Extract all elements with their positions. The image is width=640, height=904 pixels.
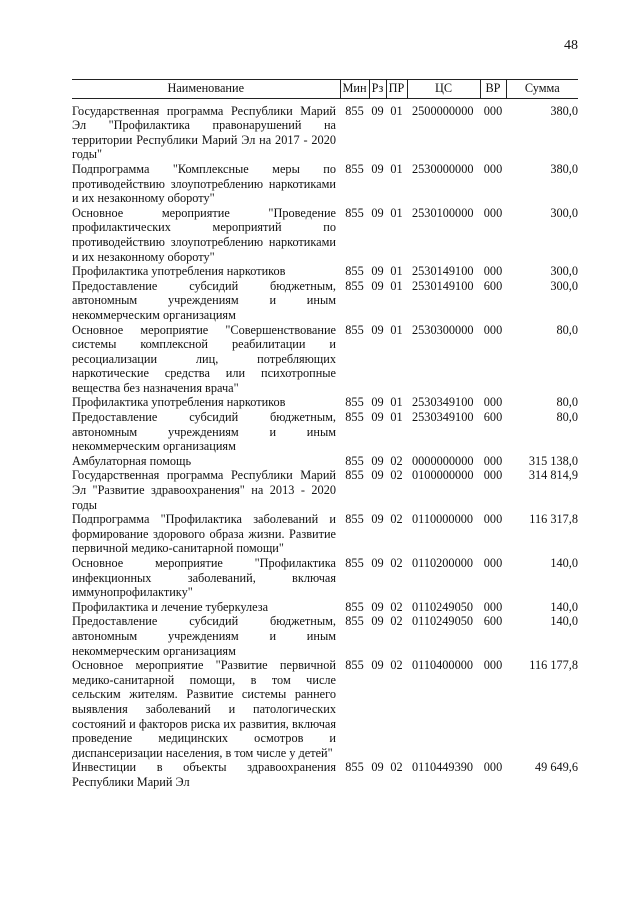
table-row xyxy=(72,98,578,162)
cell-vr: 000 xyxy=(483,205,503,220)
cell-rz: 09 xyxy=(371,614,384,629)
cell-pr: 02 xyxy=(390,556,403,570)
cell-cs: 0110400000 xyxy=(412,658,474,673)
cell-name: Подпрограмма "Комплексные меры по противодействию злоупотреблению наркотиками и их незаконному обороту" xyxy=(72,161,336,206)
cell-min: 855 xyxy=(345,410,364,425)
cell-cs: 0110200000 xyxy=(412,556,474,570)
cell-rz: 09 xyxy=(371,264,384,279)
cell-pr: 01 xyxy=(390,161,403,176)
cell-min: 855 xyxy=(345,760,364,775)
cell-vr: 000 xyxy=(483,103,503,118)
cell-min: 855 xyxy=(345,103,364,118)
cell-vr: 000 xyxy=(483,760,503,775)
cell-cs: 2530149100 xyxy=(412,264,474,279)
cell-sum: 300,0 xyxy=(550,264,578,279)
cell-name: Предоставление субсидий бюджетным, автономным учреждениям и иным некоммерческим организациям xyxy=(72,614,336,658)
cell-min: 855 xyxy=(345,205,364,220)
cell-name: Предоставление субсидий бюджетным, автономным учреждениям и иным некоммерческим организациям xyxy=(72,410,336,454)
cell-cs: 2500000000 xyxy=(412,103,474,118)
table-row xyxy=(72,600,578,615)
cell-name: Подпрограмма "Профилактика заболеваний и формирование здорового образа жизни. Развитие первичной медико-санитарной помощи" xyxy=(72,512,336,556)
header-vr: ВР xyxy=(480,80,506,99)
cell-min: 855 xyxy=(345,161,364,176)
cell-sum: 80,0 xyxy=(556,322,578,337)
cell-vr: 600 xyxy=(483,410,503,425)
cell-cs: 0100000000 xyxy=(412,468,474,483)
cell-vr: 000 xyxy=(483,395,503,410)
cell-cs: 0110449390 xyxy=(412,760,474,775)
table-row xyxy=(72,512,578,556)
cell-name: Профилактика употребления наркотиков xyxy=(72,395,286,410)
table-row xyxy=(72,264,578,279)
cell-cs: 2530300000 xyxy=(412,322,474,337)
cell-vr: 000 xyxy=(483,599,503,614)
header-pr: ПР xyxy=(386,80,407,99)
cell-rz: 09 xyxy=(371,468,384,483)
cell-vr: 000 xyxy=(483,322,503,337)
table-row xyxy=(72,760,578,789)
budget-table xyxy=(72,79,578,790)
cell-name: Основное мероприятие "Профилактика инфекционных заболеваний, включая иммунопрофилактику" xyxy=(72,556,336,600)
cell-name: Инвестиции в объекты здравоохранения Республики Марий Эл xyxy=(72,760,336,789)
cell-pr: 01 xyxy=(390,322,403,337)
cell-sum: 80,0 xyxy=(556,395,578,410)
cell-pr: 01 xyxy=(390,278,403,293)
cell-sum: 140,0 xyxy=(550,556,578,570)
cell-vr: 000 xyxy=(483,453,503,468)
cell-pr: 02 xyxy=(390,614,403,629)
cell-name: Государственная программа Республики Марий Эл "Развитие здравоохранения" на 2013 - 2020 годы xyxy=(72,468,336,512)
cell-pr: 01 xyxy=(390,103,403,118)
cell-sum: 80,0 xyxy=(556,410,578,425)
cell-name: Предоставление субсидий бюджетным, автономным учреждениям и иным некоммерческим организациям xyxy=(72,278,336,322)
cell-pr: 02 xyxy=(390,512,403,527)
cell-min: 855 xyxy=(345,278,364,293)
cell-pr: 01 xyxy=(390,395,403,410)
cell-vr: 600 xyxy=(483,614,503,629)
cell-sum: 140,0 xyxy=(550,614,578,629)
cell-sum: 314 814,9 xyxy=(528,468,578,483)
cell-sum: 315 138,0 xyxy=(528,453,578,468)
cell-name: Основное мероприятие "Совершенствование системы комплексной реабилитации и ресоциализации лиц, потребляющих наркотические средства или психотропные вещества без назначения врача" xyxy=(72,322,336,395)
cell-rz: 09 xyxy=(371,512,384,527)
cell-vr: 000 xyxy=(483,468,503,483)
cell-pr: 02 xyxy=(390,760,403,775)
header-sum: Сумма xyxy=(506,80,578,99)
cell-rz: 09 xyxy=(371,395,384,410)
cell-min: 855 xyxy=(345,556,364,570)
table-header-row xyxy=(72,80,578,99)
cell-sum: 140,0 xyxy=(550,599,578,614)
table-row xyxy=(72,454,578,469)
table-row xyxy=(72,410,578,454)
cell-name: Государственная программа Республики Марий Эл "Профилактика правонарушений на территории Республики Марий Эл на 2017 - 2020 годы" xyxy=(72,103,336,162)
cell-sum: 380,0 xyxy=(550,103,578,118)
cell-cs: 0000000000 xyxy=(412,453,474,468)
table-row xyxy=(72,279,578,323)
cell-sum: 49 649,6 xyxy=(534,760,578,775)
header-name: Наименование xyxy=(72,80,340,99)
cell-vr: 000 xyxy=(483,512,503,527)
table-row xyxy=(72,658,578,760)
table-row xyxy=(72,323,578,396)
cell-rz: 09 xyxy=(371,599,384,614)
cell-pr: 01 xyxy=(390,264,403,279)
cell-rz: 09 xyxy=(371,103,384,118)
cell-name: Основное мероприятие "Проведение профилактических мероприятий по противодействию злоупотреблению наркотиками и их незаконному обороту" xyxy=(72,205,336,264)
cell-min: 855 xyxy=(345,468,364,483)
cell-pr: 01 xyxy=(390,205,403,220)
cell-vr: 000 xyxy=(483,264,503,279)
cell-sum: 300,0 xyxy=(550,278,578,293)
cell-pr: 02 xyxy=(390,658,403,673)
cell-rz: 09 xyxy=(371,658,384,673)
cell-sum: 116 177,8 xyxy=(529,658,578,673)
cell-min: 855 xyxy=(345,512,364,527)
table-row xyxy=(72,556,578,600)
table-body xyxy=(72,98,578,789)
cell-vr: 000 xyxy=(483,556,503,570)
cell-cs: 2530149100 xyxy=(412,278,474,293)
cell-cs: 0110249050 xyxy=(412,599,474,614)
cell-min: 855 xyxy=(345,264,364,279)
header-cs: ЦС xyxy=(407,80,480,99)
cell-rz: 09 xyxy=(371,760,384,775)
cell-cs: 0110249050 xyxy=(412,614,474,629)
table-row xyxy=(72,162,578,206)
cell-name: Профилактика и лечение туберкулеза xyxy=(72,599,269,614)
cell-rz: 09 xyxy=(371,453,384,468)
cell-min: 855 xyxy=(345,395,364,410)
cell-rz: 09 xyxy=(371,161,384,176)
cell-cs: 2530349100 xyxy=(412,395,474,410)
cell-cs: 2530100000 xyxy=(412,205,474,220)
cell-name: Профилактика употребления наркотиков xyxy=(72,264,286,279)
cell-pr: 02 xyxy=(390,599,403,614)
page-number: 48 xyxy=(564,38,578,53)
cell-pr: 02 xyxy=(390,453,403,468)
cell-name: Основное мероприятие "Развитие первичной медико-санитарной помощи, в том числе сельским жителям. Развитие системы раннего выявления заболеваний и патологических состояний и факторов риска их развития, включая проведение медицинских осмотров и диспансеризации населения, в том числе у детей" xyxy=(72,658,336,760)
cell-rz: 09 xyxy=(371,322,384,337)
cell-min: 855 xyxy=(345,614,364,629)
cell-pr: 02 xyxy=(390,468,403,483)
cell-cs: 2530000000 xyxy=(412,161,474,176)
cell-vr: 600 xyxy=(483,278,503,293)
cell-rz: 09 xyxy=(371,556,384,570)
cell-rz: 09 xyxy=(371,205,384,220)
cell-cs: 0110000000 xyxy=(412,512,474,527)
cell-vr: 000 xyxy=(483,658,503,673)
cell-min: 855 xyxy=(345,658,364,673)
cell-min: 855 xyxy=(345,322,364,337)
cell-min: 855 xyxy=(345,453,364,468)
cell-pr: 01 xyxy=(390,410,403,425)
cell-rz: 09 xyxy=(371,278,384,293)
cell-name: Амбулаторная помощь xyxy=(72,453,192,468)
header-min: Мин xyxy=(340,80,369,99)
table-row xyxy=(72,468,578,512)
cell-sum: 116 317,8 xyxy=(529,512,578,527)
cell-min: 855 xyxy=(345,599,364,614)
cell-rz: 09 xyxy=(371,410,384,425)
cell-sum: 380,0 xyxy=(550,161,578,176)
header-rz: Рз xyxy=(369,80,386,99)
table-row xyxy=(72,395,578,410)
table-row xyxy=(72,206,578,264)
cell-sum: 300,0 xyxy=(550,205,578,220)
cell-vr: 000 xyxy=(483,161,503,176)
cell-cs: 2530349100 xyxy=(412,410,474,425)
table-row xyxy=(72,614,578,658)
